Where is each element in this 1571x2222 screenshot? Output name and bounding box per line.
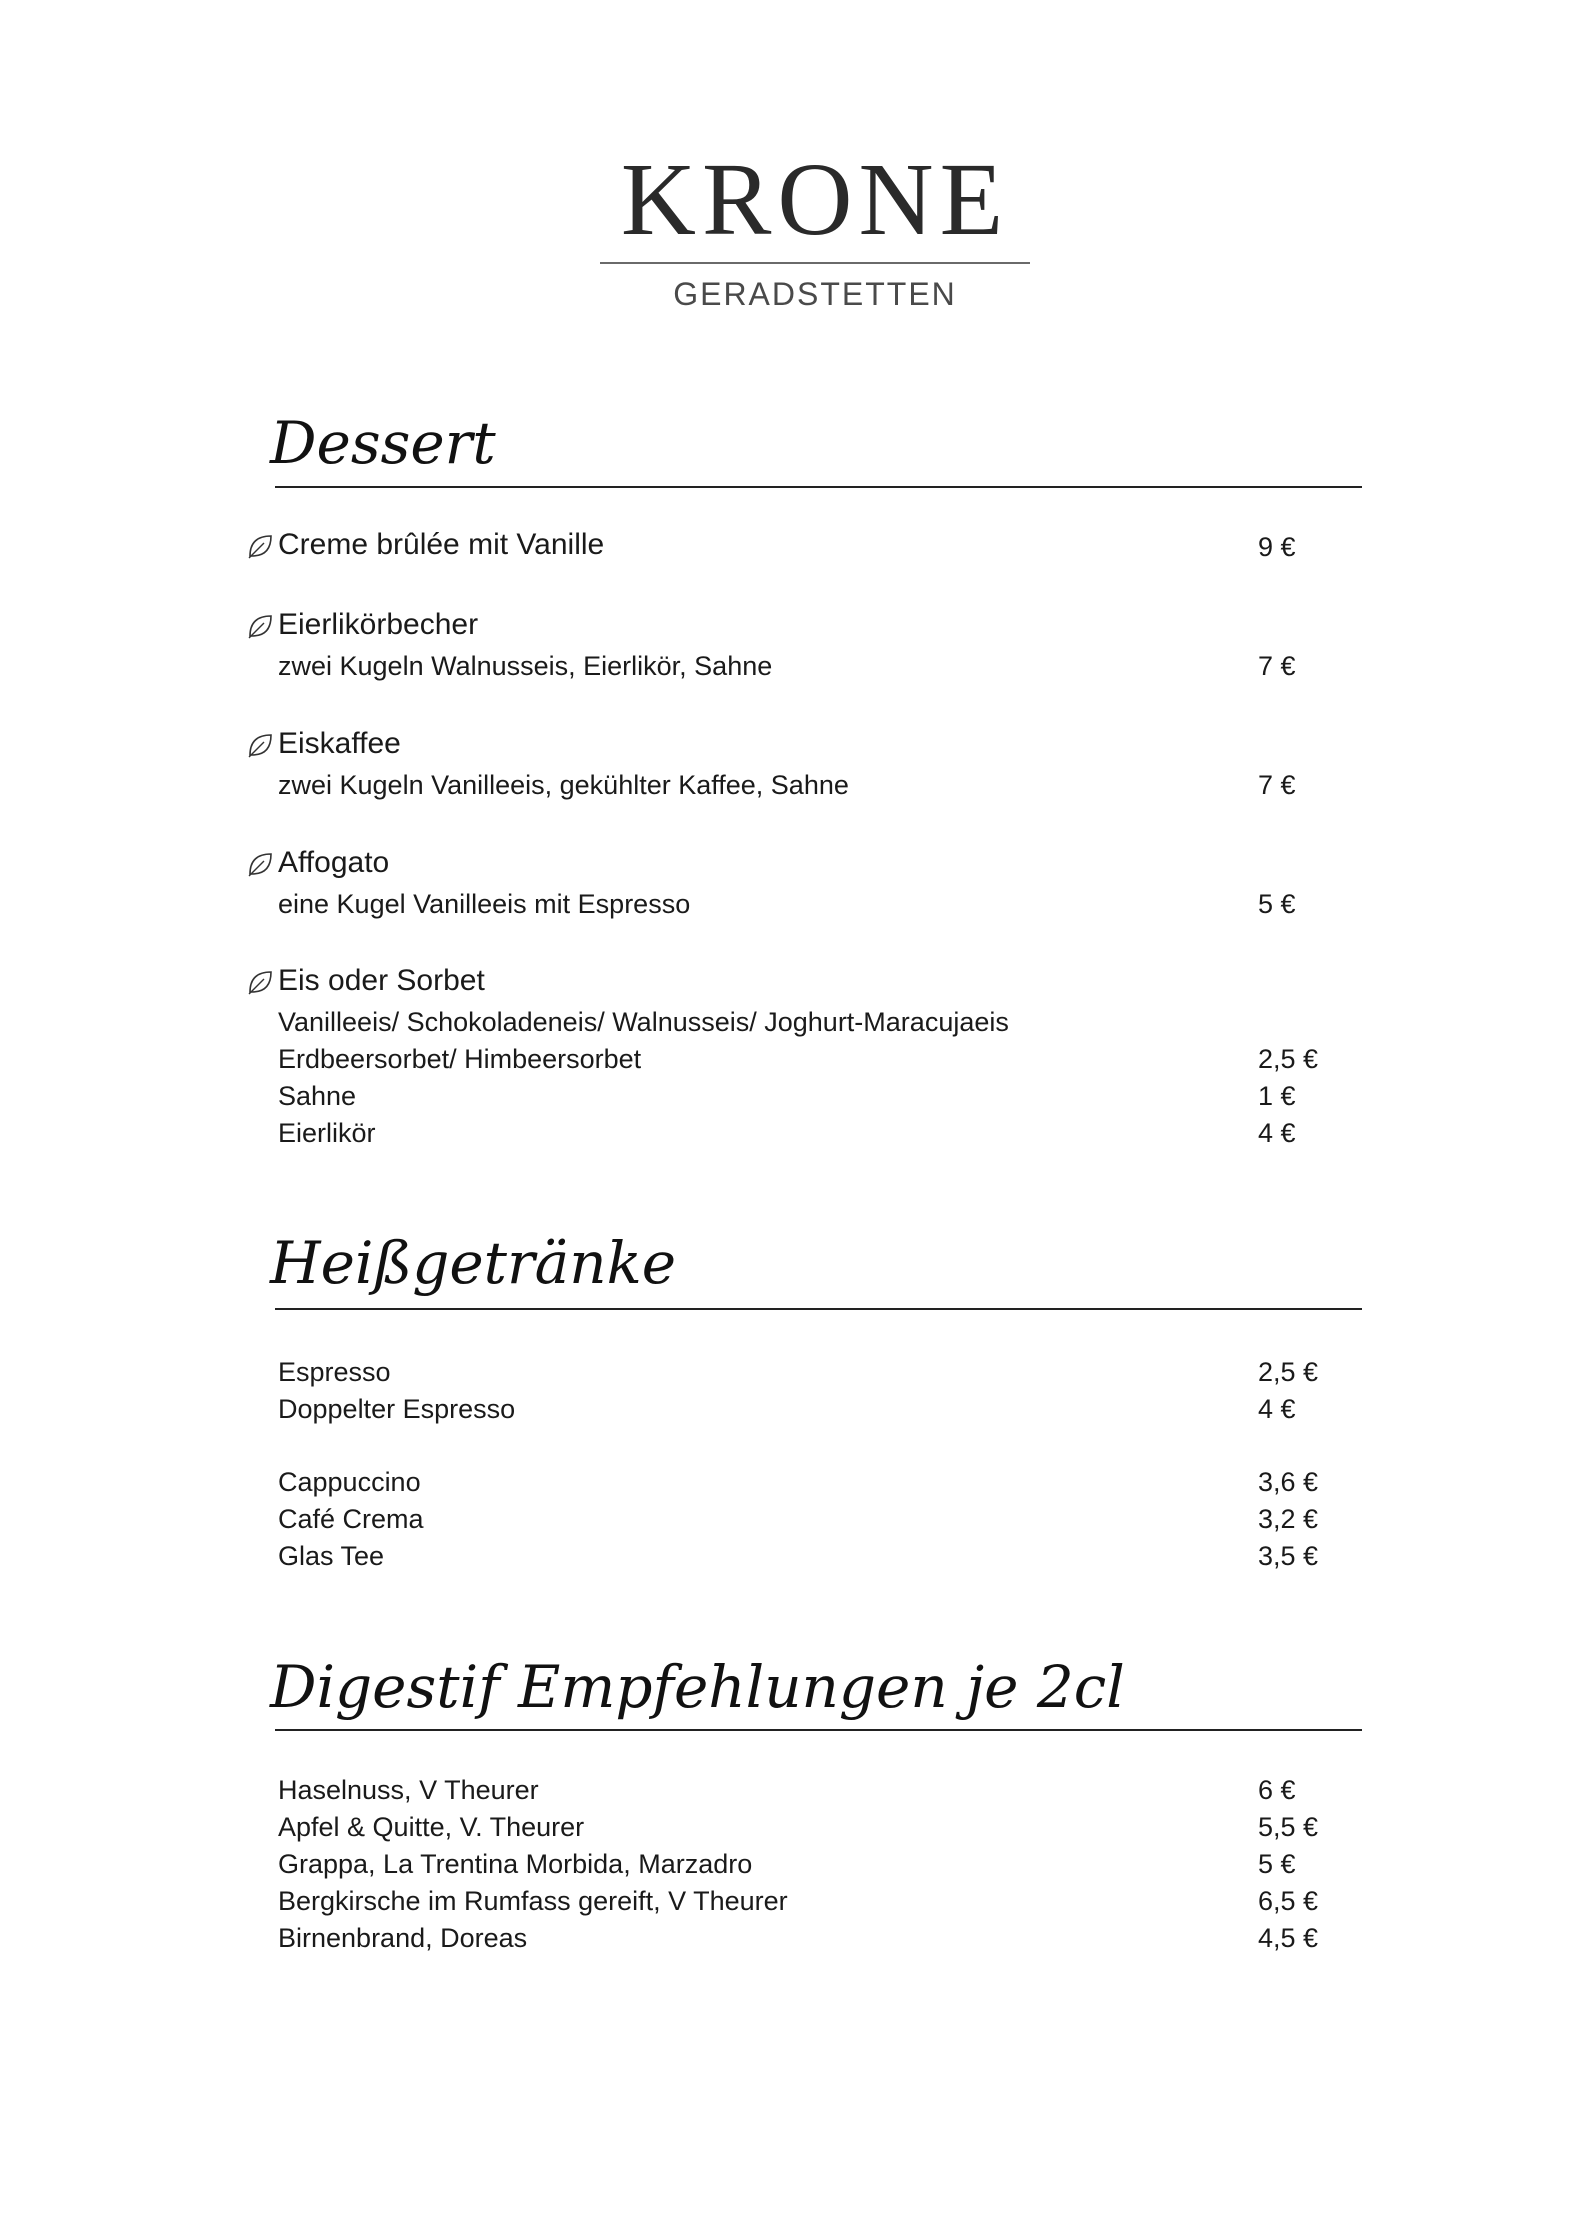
menu-item-description: zwei Kugeln Walnusseis, Eierlikör, Sahne bbox=[278, 651, 773, 681]
menu-item-price: 4,5 € bbox=[1258, 1923, 1319, 1953]
leaf-icon bbox=[246, 850, 274, 878]
leaf-icon bbox=[246, 731, 274, 759]
menu-item-line: Erdbeersorbet/ Himbeersorbet bbox=[278, 1044, 642, 1074]
section-title-digestif: Digestif Empfehlungen je 2cl bbox=[270, 1653, 1125, 1721]
section-divider-digestif bbox=[275, 1729, 1362, 1731]
menu-item-price: 3,5 € bbox=[1258, 1541, 1319, 1571]
restaurant-logo bbox=[600, 142, 1030, 312]
menu-item-price: 3,2 € bbox=[1258, 1504, 1319, 1534]
menu-item-name: Doppelter Espresso bbox=[278, 1394, 516, 1424]
menu-item-price: 6 € bbox=[1258, 1775, 1296, 1805]
menu-item-name: Bergkirsche im Rumfass gereift, V Theurer bbox=[278, 1886, 788, 1916]
menu-item-name: Affogato bbox=[278, 846, 390, 879]
menu-item-line: Sahne bbox=[278, 1081, 357, 1111]
menu-item-name: Grappa, La Trentina Morbida, Marzadro bbox=[278, 1849, 753, 1879]
menu-item-line: Eierlikör bbox=[278, 1118, 376, 1148]
menu-item-name: Cappuccino bbox=[278, 1467, 421, 1497]
leaf-icon bbox=[246, 532, 274, 560]
menu-item-name: Café Crema bbox=[278, 1504, 424, 1534]
menu-item-description: eine Kugel Vanilleeis mit Espresso bbox=[278, 889, 691, 919]
section-title-dessert: Dessert bbox=[270, 409, 496, 477]
logo-title: KRONE bbox=[620, 142, 1010, 257]
menu-item-description: zwei Kugeln Vanilleeis, gekühlter Kaffee, Sahne bbox=[278, 770, 849, 800]
menu-item-price: 1 € bbox=[1258, 1081, 1296, 1111]
menu-item-name: Eis oder Sorbet bbox=[278, 964, 485, 997]
menu-item-price: 5,5 € bbox=[1258, 1812, 1319, 1842]
menu-item-price: 7 € bbox=[1258, 651, 1296, 681]
logo-divider bbox=[600, 262, 1030, 264]
menu-item-name: Espresso bbox=[278, 1357, 391, 1387]
menu-item-name: Eierlikörbecher bbox=[278, 608, 479, 641]
leaf-icon bbox=[246, 968, 274, 996]
menu-item-price: 7 € bbox=[1258, 770, 1296, 800]
section-divider-hot-drinks bbox=[275, 1308, 1362, 1310]
menu-item-name: Creme brûlée mit Vanille bbox=[278, 528, 605, 561]
menu-item-name: Glas Tee bbox=[278, 1541, 385, 1571]
menu-item-price: 9 € bbox=[1258, 532, 1296, 562]
menu-item-price: 4 € bbox=[1258, 1394, 1296, 1424]
section-title-hot-drinks: Heißgetränke bbox=[270, 1229, 677, 1297]
menu-item-price: 5 € bbox=[1258, 889, 1296, 919]
menu-item-price: 6,5 € bbox=[1258, 1886, 1319, 1916]
menu-item-line: Vanilleeis/ Schokoladeneis/ Walnusseis/ Joghurt-Maracujaeis bbox=[278, 1007, 1009, 1037]
menu-item-price: 5 € bbox=[1258, 1849, 1296, 1879]
section-divider-dessert bbox=[275, 486, 1362, 488]
menu-item-price: 2,5 € bbox=[1258, 1357, 1319, 1387]
menu-item-name: Birnenbrand, Doreas bbox=[278, 1923, 528, 1953]
leaf-icon bbox=[246, 612, 274, 640]
menu-item-price: 3,6 € bbox=[1258, 1467, 1319, 1497]
logo-location: GERADSTETTEN bbox=[673, 276, 957, 312]
menu-item-price: 2,5 € bbox=[1258, 1044, 1319, 1074]
menu-item-price: 4 € bbox=[1258, 1118, 1296, 1148]
menu-item-name: Eiskaffee bbox=[278, 727, 401, 760]
menu-item-name: Apfel & Quitte, V. Theurer bbox=[278, 1812, 585, 1842]
menu-item-name: Haselnuss, V Theurer bbox=[278, 1775, 539, 1805]
